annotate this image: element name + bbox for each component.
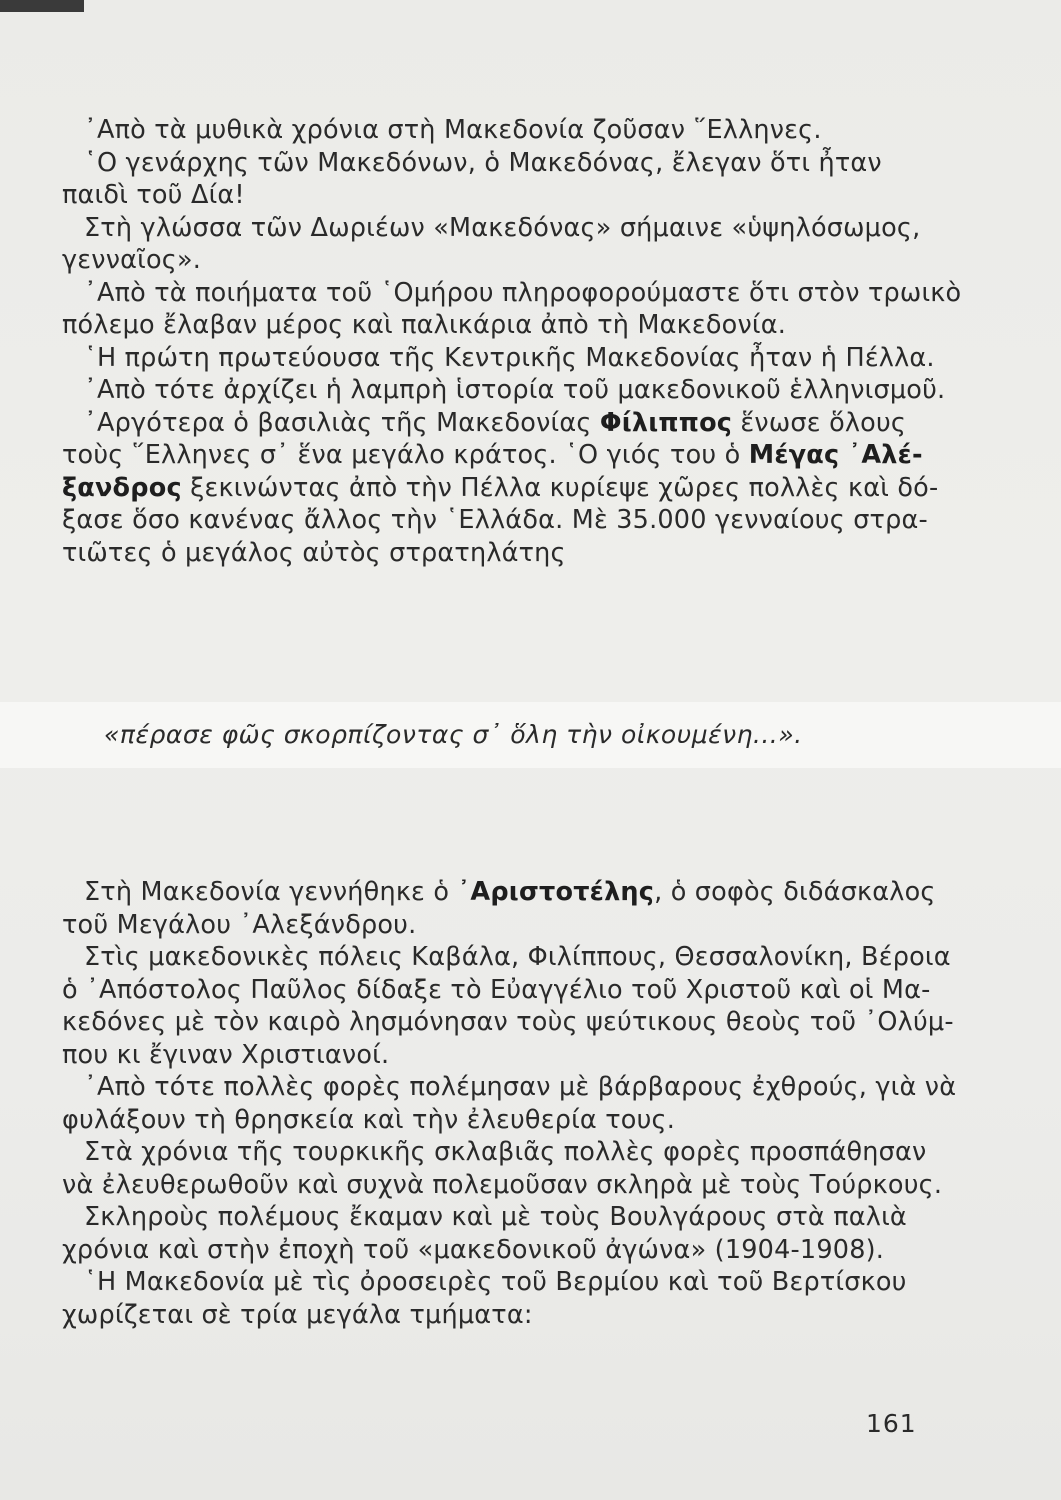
text-run: ξεκινώντας ἀπὸ τὴν Πέλλα κυρίεψε χῶρες πολλὲς καὶ δό- [181,472,939,503]
text-line: που κι ἔγιναν Χριστιανοί. [62,1039,390,1070]
text-line: φυλάξουν τὴ θρησκεία καὶ τὴν ἐλευθερία τους. [62,1104,676,1135]
name-alexander-part1: Μέγας ᾿Αλέ- [748,440,923,470]
text-line: ξασε ὅσο κανένας ἄλλος τὴν ῾Ελλάδα. Μὲ 35.000 γενναίους στρα- [62,505,928,535]
name-aristotle: ᾿Αριστοτέλης [457,877,655,907]
text-line: ᾿Απὸ τὰ μυθικὰ χρόνια στὴ Μακεδονία ζοῦσαν ῞Ελληνες. [84,115,822,145]
text-line-aristotle [62,876,936,909]
text-line-philip [62,407,922,440]
text-run: Στὴ Μακεδονία γεννήθηκε ὁ [84,877,458,907]
text-run: ἕνωσε ὅλους [732,407,907,438]
text-line: πόλεμο ἔλαβαν μέρος καὶ παλικάρια ἀπὸ τὴ Μακεδονία. [62,310,787,340]
text-line: ῾Η Μακεδονία μὲ τὶς ὀροσειρὲς τοῦ Βερμίου καὶ τοῦ Βερτίσκου [84,1267,907,1297]
text-line: νὰ ἐλευθερωθοῦν καὶ συχνὰ πολεμοῦσαν σκληρὰ μὲ τοὺς Τούρκους. [62,1169,943,1200]
text-line: χωρίζεται σὲ τρία μεγάλα τμήματα: [62,1299,533,1330]
paragraph-block-history [62,114,962,569]
quote-text: «πέρασε φῶς σκορπίζοντας σ᾿ ὅλη τὴν οἰκουμένη...». [104,720,803,749]
text-line: τοῦ Μεγάλου ᾿Αλεξάνδρου. [62,909,417,940]
text-line: ῾Η πρώτη πρωτεύουσα τῆς Κεντρικῆς Μακεδονίας ἦταν ἡ Πέλλα. [84,342,935,373]
page-number: 161 [866,1409,917,1438]
text-line: Στὴ γλώσσα τῶν Δωριέων «Μακεδόνας» σήμαινε «ὑψηλόσωμος, [84,212,921,243]
text-line: τιῶτες ὁ μεγάλος αὐτὸς στρατηλάτης [62,537,566,568]
paragraph-block-later-history [62,876,957,1331]
text-run: , ὁ σοφὸς διδάσκαλος [654,877,936,907]
text-line: ᾿Απὸ τότε πολλὲς φορὲς πολέμησαν μὲ βάρβαρους ἐχθρούς, γιὰ νὰ [84,1072,957,1102]
text-line: ῾Ο γενάρχης τῶν Μακεδόνων, ὁ Μακεδόνας, ἔλεγαν ὅτι ἦταν [84,147,882,178]
name-alexander-part2: ξανδρος [62,472,182,503]
text-line: ὁ ᾿Απόστολος Παῦλος δίδαξε τὸ Εὐαγγέλιο τοῦ Χριστοῦ καὶ οἱ Μα- [62,974,931,1005]
text-line: παιδὶ τοῦ Δία! [62,180,245,210]
text-line: ᾿Απὸ τὰ ποιήματα τοῦ ῾Ομήρου πληροφορούμαστε ὅτι στὸν τρωικὸ [84,277,962,308]
scan-edge-mark [0,0,84,12]
text-run: ᾿Αργότερα ὁ βασιλιὰς τῆς Μακεδονίας [84,407,600,438]
text-run: τοὺς ῞Ελληνες σ᾿ ἕνα μεγάλο κράτος. ῾Ο γιός του ὁ [62,440,749,470]
text-line-alexander-cont [62,472,939,505]
text-line-alexander [62,439,922,472]
text-line: γενναῖος». [62,245,202,275]
text-line: χρόνια καὶ στὴν ἐποχὴ τοῦ «μακεδονικοῦ ἀγώνα» (1904-1908). [62,1234,885,1265]
text-line: ᾿Απὸ τότε ἀρχίζει ἡ λαμπρὴ ἱστορία τοῦ μακεδονικοῦ ἑλληνισμοῦ. [84,375,946,405]
text-line: Στὶς μακεδονικὲς πόλεις Καβάλα, Φιλίππους, Θεσσαλονίκη, Βέροια [84,942,951,972]
name-philip: Φίλιππος [599,407,733,438]
text-line: κεδόνες μὲ τὸν καιρὸ λησμόνησαν τοὺς ψεύτικους θεοὺς τοῦ ᾿Ολύμ- [62,1007,954,1037]
text-line: Σκληροὺς πολέμους ἔκαμαν καὶ μὲ τοὺς Βουλγάρους στὰ παλιὰ [84,1202,907,1232]
text-line: Στὰ χρόνια τῆς τουρκικῆς σκλαβιᾶς πολλὲς φορὲς προσπάθησαν [84,1137,927,1167]
